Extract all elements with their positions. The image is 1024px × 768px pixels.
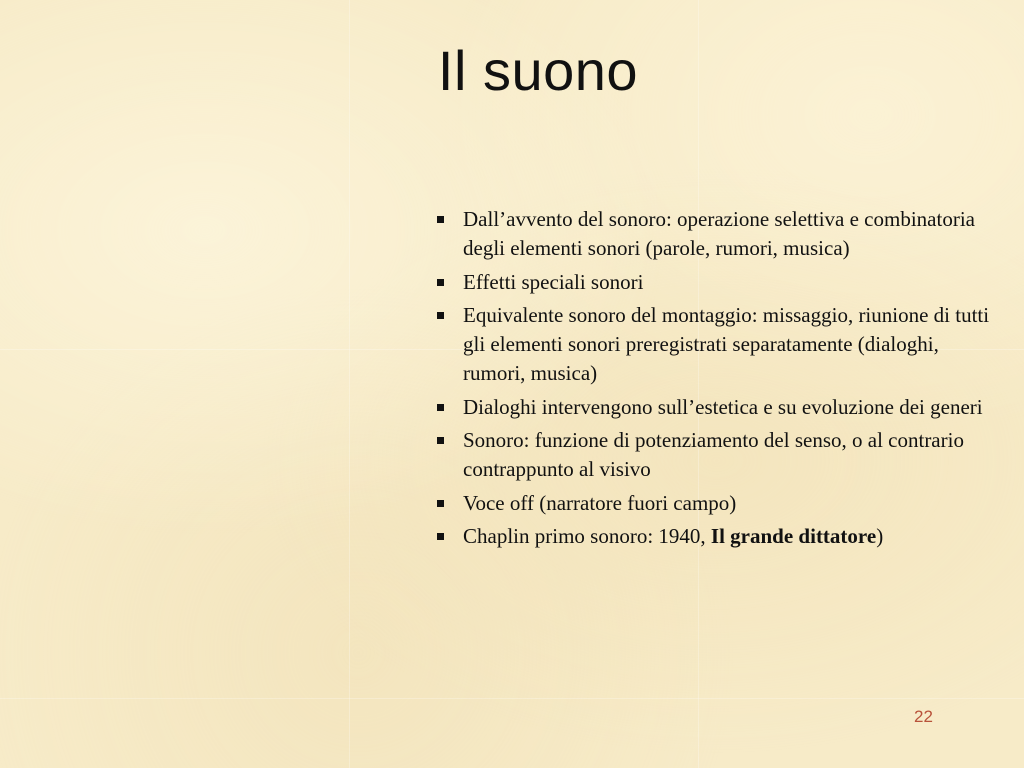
bullet-text-suffix: ) — [876, 524, 884, 548]
film-title: Il grande dittatore — [710, 524, 877, 548]
square-bullet-icon — [437, 404, 444, 411]
texture-seam — [349, 0, 350, 768]
square-bullet-icon — [437, 437, 444, 444]
square-bullet-icon — [437, 533, 444, 540]
bullet-text: Equivalente sonoro del montaggio: missaggio, riunione di tutti gli elementi sonori preregistrati separatamente (dialoghi, rumori, musica) — [463, 303, 990, 385]
bullet-list — [436, 205, 992, 556]
bullet-text-prefix: Chaplin primo sonoro: 1940, — [463, 524, 711, 548]
bullet-text: Dialoghi intervengono sullʼestetica e su evoluzione dei generi — [463, 394, 983, 419]
bullet-item — [436, 205, 992, 263]
page-number: 22 — [914, 707, 933, 726]
texture-seam — [0, 698, 1024, 699]
bullet-item — [436, 301, 992, 388]
slide-title: Il suono — [437, 39, 639, 102]
bullet-item — [436, 268, 992, 297]
square-bullet-icon — [437, 279, 444, 286]
bullet-text: Voce off (narratore fuori campo) — [463, 490, 737, 515]
square-bullet-icon — [437, 500, 444, 507]
square-bullet-icon — [437, 312, 444, 319]
bullet-item — [436, 522, 992, 551]
bullet-text: Effetti speciali sonori — [463, 269, 644, 294]
bullet-item — [436, 426, 992, 484]
bullet-item — [436, 393, 992, 422]
bullet-item — [436, 489, 992, 518]
bullet-text: Dallʼavvento del sonoro: operazione selettiva e combinatoria degli elementi sonori (parole, rumori, musica) — [463, 207, 975, 260]
bullet-text: Sonoro: funzione di potenziamento del senso, o al contrario contrappunto al visivo — [463, 428, 964, 481]
square-bullet-icon — [437, 216, 444, 223]
